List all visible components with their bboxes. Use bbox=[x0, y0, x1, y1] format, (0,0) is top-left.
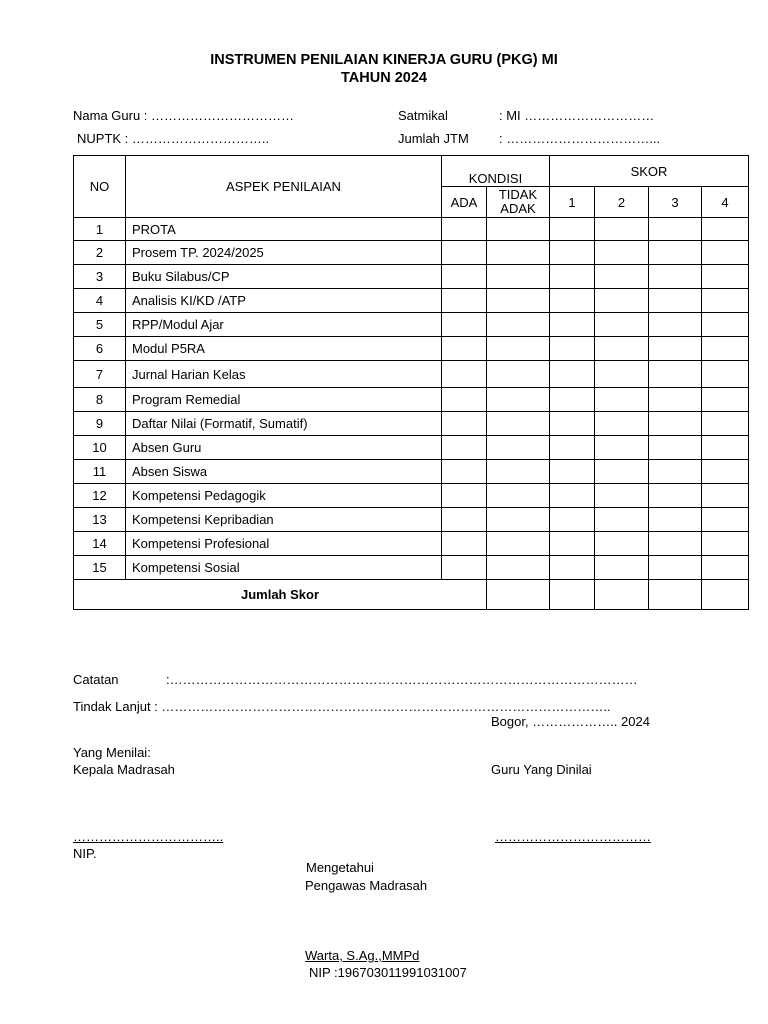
row-tidak-ada-cell[interactable] bbox=[487, 436, 550, 460]
total-spacer bbox=[487, 580, 550, 610]
row-aspek: Buku Silabus/CP bbox=[126, 265, 442, 289]
guru-dinilai-label: Guru Yang Dinilai bbox=[491, 762, 592, 777]
pengawas-label: Pengawas Madrasah bbox=[305, 878, 428, 893]
row-ada-cell[interactable] bbox=[442, 508, 487, 532]
header-tidak-line1: TIDAK bbox=[498, 187, 538, 202]
row-ada-cell[interactable] bbox=[442, 337, 487, 361]
row-tidak-ada-cell[interactable] bbox=[487, 265, 550, 289]
row-number: 4 bbox=[74, 289, 126, 313]
row-skor-1-cell[interactable] bbox=[550, 436, 595, 460]
row-skor-3-cell[interactable] bbox=[649, 436, 702, 460]
sign-line-kepala: …………………………….. bbox=[73, 829, 224, 844]
row-skor-3-cell[interactable] bbox=[649, 241, 702, 265]
satmikal-label: Satmikal bbox=[398, 108, 448, 123]
row-ada-cell[interactable] bbox=[442, 484, 487, 508]
row-tidak-ada-cell[interactable] bbox=[487, 532, 550, 556]
row-skor-2-cell[interactable] bbox=[595, 388, 649, 412]
header-tidak-ada bbox=[487, 187, 550, 218]
row-number: 1 bbox=[74, 218, 126, 241]
row-skor-3-cell[interactable] bbox=[649, 532, 702, 556]
row-skor-3-cell[interactable] bbox=[649, 412, 702, 436]
row-skor-4-cell[interactable] bbox=[702, 265, 749, 289]
table-row bbox=[74, 265, 749, 289]
header-skor-1: 1 bbox=[550, 187, 595, 218]
row-aspek: Analisis KI/KD /ATP bbox=[126, 289, 442, 313]
row-skor-1-cell[interactable] bbox=[550, 265, 595, 289]
row-ada-cell[interactable] bbox=[442, 556, 487, 580]
row-skor-1-cell[interactable] bbox=[550, 313, 595, 337]
row-ada-cell[interactable] bbox=[442, 313, 487, 337]
header-skor-3: 3 bbox=[649, 187, 702, 218]
table-row bbox=[74, 313, 749, 337]
row-ada-cell[interactable] bbox=[442, 460, 487, 484]
total-skor-2[interactable] bbox=[595, 580, 649, 610]
header-no: NO bbox=[74, 156, 126, 218]
row-skor-4-cell[interactable] bbox=[702, 289, 749, 313]
table-row bbox=[74, 484, 749, 508]
total-skor-3[interactable] bbox=[649, 580, 702, 610]
header-skor-2: 2 bbox=[595, 187, 649, 218]
header-skor: SKOR bbox=[550, 156, 749, 187]
row-aspek: Kompetensi Pedagogik bbox=[126, 484, 442, 508]
row-tidak-ada-cell[interactable] bbox=[487, 313, 550, 337]
sign-line-guru: ……………………………… bbox=[495, 829, 651, 844]
row-ada-cell[interactable] bbox=[442, 218, 487, 241]
row-skor-3-cell[interactable] bbox=[649, 508, 702, 532]
table-row bbox=[74, 241, 749, 265]
row-skor-3-cell[interactable] bbox=[649, 313, 702, 337]
row-tidak-ada-cell[interactable] bbox=[487, 460, 550, 484]
table-row bbox=[74, 289, 749, 313]
row-number: 11 bbox=[74, 460, 126, 484]
row-aspek: PROTA bbox=[126, 218, 442, 241]
pengawas-name: Warta, S.Ag.,MMPd bbox=[305, 948, 420, 963]
row-skor-2-cell[interactable] bbox=[595, 289, 649, 313]
row-ada-cell[interactable] bbox=[442, 241, 487, 265]
row-skor-1-cell[interactable] bbox=[550, 484, 595, 508]
place-date: Bogor, ……………….. 2024 bbox=[491, 714, 650, 729]
row-aspek: Program Remedial bbox=[126, 388, 442, 412]
row-tidak-ada-cell[interactable] bbox=[487, 337, 550, 361]
row-skor-4-cell[interactable] bbox=[702, 460, 749, 484]
row-skor-2-cell[interactable] bbox=[595, 436, 649, 460]
table-row bbox=[74, 388, 749, 412]
row-ada-cell[interactable] bbox=[442, 388, 487, 412]
row-skor-2-cell[interactable] bbox=[595, 313, 649, 337]
row-aspek: Kompetensi Sosial bbox=[126, 556, 442, 580]
row-skor-2-cell[interactable] bbox=[595, 337, 649, 361]
row-skor-4-cell[interactable] bbox=[702, 436, 749, 460]
row-number: 6 bbox=[74, 337, 126, 361]
row-aspek: Absen Siswa bbox=[126, 460, 442, 484]
table-row bbox=[74, 412, 749, 436]
row-skor-2-cell[interactable] bbox=[595, 532, 649, 556]
row-skor-4-cell[interactable] bbox=[702, 412, 749, 436]
row-number: 5 bbox=[74, 313, 126, 337]
row-number: 2 bbox=[74, 241, 126, 265]
pengawas-nip: NIP :196703011991031007 bbox=[309, 965, 467, 980]
row-aspek: Modul P5RA bbox=[126, 337, 442, 361]
row-ada-cell[interactable] bbox=[442, 361, 487, 388]
row-skor-3-cell[interactable] bbox=[649, 218, 702, 241]
table-body bbox=[74, 218, 749, 580]
row-skor-4-cell[interactable] bbox=[702, 508, 749, 532]
row-number: 15 bbox=[74, 556, 126, 580]
total-skor-1[interactable] bbox=[550, 580, 595, 610]
assessment-table bbox=[73, 155, 749, 610]
row-aspek: Kompetensi Kepribadian bbox=[126, 508, 442, 532]
row-skor-2-cell[interactable] bbox=[595, 265, 649, 289]
row-tidak-ada-cell[interactable] bbox=[487, 241, 550, 265]
row-skor-3-cell[interactable] bbox=[649, 484, 702, 508]
kepala-madrasah-label: Kepala Madrasah bbox=[73, 762, 175, 777]
row-skor-1-cell[interactable] bbox=[550, 388, 595, 412]
row-skor-3-cell[interactable] bbox=[649, 361, 702, 388]
row-skor-2-cell[interactable] bbox=[595, 484, 649, 508]
row-ada-cell[interactable] bbox=[442, 532, 487, 556]
row-aspek: Prosem TP. 2024/2025 bbox=[126, 241, 442, 265]
row-skor-1-cell[interactable] bbox=[550, 241, 595, 265]
row-skor-4-cell[interactable] bbox=[702, 532, 749, 556]
table-row bbox=[74, 337, 749, 361]
total-label: Jumlah Skor bbox=[74, 580, 487, 610]
row-skor-2-cell[interactable] bbox=[595, 241, 649, 265]
row-skor-3-cell[interactable] bbox=[649, 289, 702, 313]
jtm-value: : ……………………………... bbox=[499, 131, 661, 146]
row-skor-3-cell[interactable] bbox=[649, 337, 702, 361]
header-aspek: ASPEK PENILAIAN bbox=[126, 156, 442, 218]
row-aspek: RPP/Modul Ajar bbox=[126, 313, 442, 337]
table-row bbox=[74, 460, 749, 484]
row-number: 12 bbox=[74, 484, 126, 508]
row-tidak-ada-cell[interactable] bbox=[487, 388, 550, 412]
row-aspek: Absen Guru bbox=[126, 436, 442, 460]
row-skor-4-cell[interactable] bbox=[702, 337, 749, 361]
row-skor-3-cell[interactable] bbox=[649, 556, 702, 580]
catatan-label: Catatan bbox=[73, 672, 119, 687]
table-row bbox=[74, 436, 749, 460]
row-aspek: Daftar Nilai (Formatif, Sumatif) bbox=[126, 412, 442, 436]
row-skor-4-cell[interactable] bbox=[702, 218, 749, 241]
row-tidak-ada-cell[interactable] bbox=[487, 484, 550, 508]
header-tidak-line2: ADAK bbox=[500, 201, 536, 216]
row-skor-4-cell[interactable] bbox=[702, 556, 749, 580]
table-row bbox=[74, 218, 749, 241]
catatan-line: :……………………………………………………………………………………………… bbox=[166, 672, 638, 687]
total-skor-4[interactable] bbox=[702, 580, 749, 610]
yang-menilai-label: Yang Menilai: bbox=[73, 745, 151, 760]
row-ada-cell[interactable] bbox=[442, 265, 487, 289]
row-skor-1-cell[interactable] bbox=[550, 337, 595, 361]
row-skor-1-cell[interactable] bbox=[550, 460, 595, 484]
nama-guru-field: Nama Guru : …………………………… bbox=[73, 108, 295, 123]
row-skor-4-cell[interactable] bbox=[702, 241, 749, 265]
row-skor-4-cell[interactable] bbox=[702, 484, 749, 508]
row-skor-4-cell[interactable] bbox=[702, 313, 749, 337]
row-number: 10 bbox=[74, 436, 126, 460]
row-skor-2-cell[interactable] bbox=[595, 460, 649, 484]
document-title: INSTRUMEN PENILAIAN KINERJA GURU (PKG) MI bbox=[210, 52, 558, 68]
nip-kepala: NIP. bbox=[73, 846, 97, 861]
row-skor-4-cell[interactable] bbox=[702, 388, 749, 412]
table-row bbox=[74, 556, 749, 580]
row-ada-cell[interactable] bbox=[442, 412, 487, 436]
row-number: 13 bbox=[74, 508, 126, 532]
header-kondisi: KONDISI bbox=[442, 156, 550, 187]
row-skor-1-cell[interactable] bbox=[550, 412, 595, 436]
header-ada: ADA bbox=[442, 187, 487, 218]
row-skor-1-cell[interactable] bbox=[550, 532, 595, 556]
row-ada-cell[interactable] bbox=[442, 436, 487, 460]
document-year: TAHUN 2024 bbox=[341, 70, 427, 86]
table-row bbox=[74, 361, 749, 388]
row-tidak-ada-cell[interactable] bbox=[487, 556, 550, 580]
row-aspek: Jurnal Harian Kelas bbox=[126, 361, 442, 388]
tindak-lanjut-line: Tindak Lanjut : ………………………………………………………………………………………….. bbox=[73, 699, 611, 714]
table-row bbox=[74, 508, 749, 532]
row-number: 14 bbox=[74, 532, 126, 556]
row-skor-1-cell[interactable] bbox=[550, 508, 595, 532]
nuptk-field: NUPTK : ………………………….. bbox=[77, 131, 270, 146]
row-skor-1-cell[interactable] bbox=[550, 289, 595, 313]
row-skor-2-cell[interactable] bbox=[595, 412, 649, 436]
row-number: 8 bbox=[74, 388, 126, 412]
row-skor-2-cell[interactable] bbox=[595, 218, 649, 241]
jtm-label: Jumlah JTM bbox=[398, 131, 469, 146]
mengetahui-label: Mengetahui bbox=[306, 860, 374, 875]
row-skor-1-cell[interactable] bbox=[550, 218, 595, 241]
row-skor-4-cell[interactable] bbox=[702, 361, 749, 388]
row-ada-cell[interactable] bbox=[442, 289, 487, 313]
row-skor-2-cell[interactable] bbox=[595, 508, 649, 532]
row-tidak-ada-cell[interactable] bbox=[487, 289, 550, 313]
row-number: 3 bbox=[74, 265, 126, 289]
row-skor-3-cell[interactable] bbox=[649, 388, 702, 412]
row-skor-2-cell[interactable] bbox=[595, 556, 649, 580]
row-skor-2-cell[interactable] bbox=[595, 361, 649, 388]
header-skor-4: 4 bbox=[702, 187, 749, 218]
row-tidak-ada-cell[interactable] bbox=[487, 412, 550, 436]
row-skor-1-cell[interactable] bbox=[550, 361, 595, 388]
row-tidak-ada-cell[interactable] bbox=[487, 508, 550, 532]
table-row bbox=[74, 532, 749, 556]
row-skor-3-cell[interactable] bbox=[649, 265, 702, 289]
row-skor-1-cell[interactable] bbox=[550, 556, 595, 580]
row-tidak-ada-cell[interactable] bbox=[487, 218, 550, 241]
satmikal-value: : MI ………………………… bbox=[499, 108, 655, 123]
row-number: 7 bbox=[74, 361, 126, 388]
row-skor-3-cell[interactable] bbox=[649, 460, 702, 484]
row-tidak-ada-cell[interactable] bbox=[487, 361, 550, 388]
row-aspek: Kompetensi Profesional bbox=[126, 532, 442, 556]
row-number: 9 bbox=[74, 412, 126, 436]
